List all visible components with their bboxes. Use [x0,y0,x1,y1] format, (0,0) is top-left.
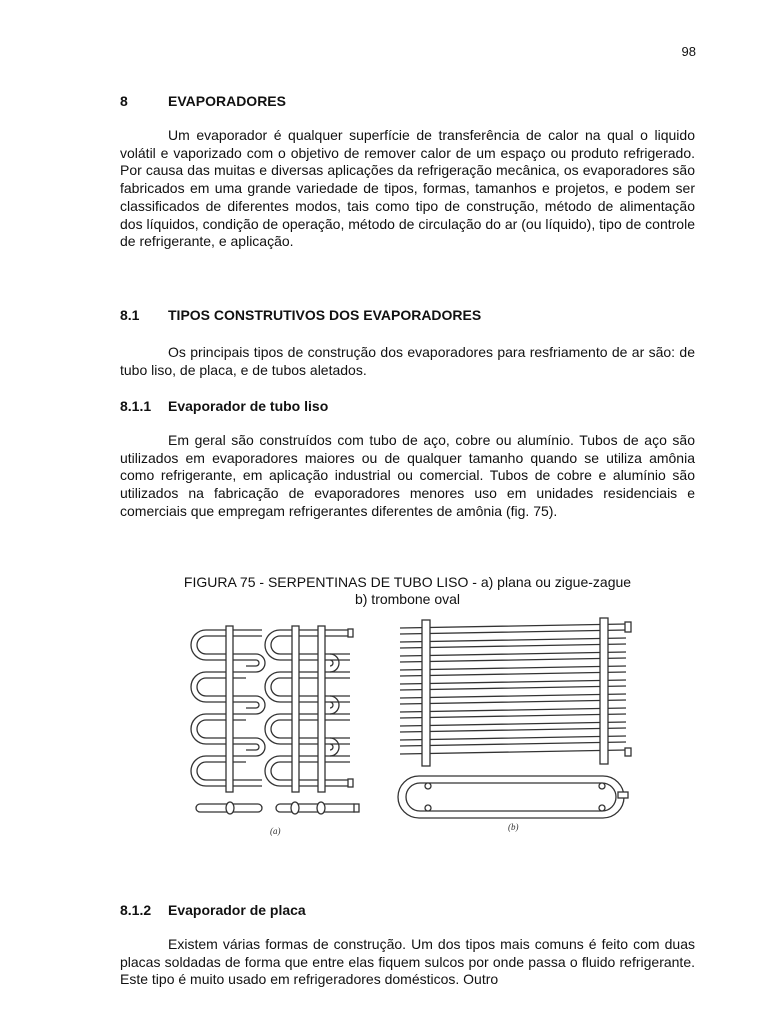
section-8-1-1-paragraph: Em geral são construídos com tubo de aço, cobre ou alumínio. Tubos de aço são utilizados em evaporadores maiores ou de qualquer tamanho quando se utiliza amônia como refrigerante, em aplicação industrial ou comercial. Tubos de cobre e alumínio são utilizados na fabricação de evaporadores menores uso em unidades residenciais e comerciais que empregam refrigerantes diferentes de amônia (fig. 75). [120,432,695,519]
section-number: 8 [120,93,128,109]
section-8-paragraph: Um evaporador é qualquer superfície de transferência de calor na qual o liquido volátil e vaporizado com o objetivo de remover calor de um espaço ou produto refrigerado. Por causa das muitas e diversas aplicações da refrigeração mecânica, os evaporadores são fabricados em uma grande variedade de tipos, formas, tamanhos e projetos, e podem ser classificados de diferentes modos, tais como tipo de construção, método de alimentação dos líquidos, condição de operação, método de circulação do ar (ou líquido), tipo de controle de refrigerante, e aplicação. [120,127,695,250]
section-title: Evaporador de placa [168,902,306,918]
section-8-1-paragraph: Os principais tipos de construção dos evaporadores para resfriamento de ar são: de tubo liso, de placa, e de tubos aletados. [120,344,695,378]
serpentine-coil-right [265,626,353,792]
trombone-edge-view [398,776,628,818]
tube-coils-drawing [170,616,648,848]
label-b: (b) [508,822,519,832]
serpentine-coil-left [191,626,265,792]
section-title: EVAPORADORES [168,93,286,109]
section-title: Evaporador de tubo liso [168,398,329,414]
section-8-1-heading [120,307,481,323]
section-number: 8.1 [120,307,140,323]
figure-75-caption [120,574,695,608]
trombone-coil [400,618,631,766]
page-number: 98 [681,44,696,59]
section-8-1-1-heading [120,398,328,414]
section-number: 8.1.1 [120,398,152,414]
section-8-heading [120,93,286,109]
label-a: (a) [270,826,281,836]
section-8-1-2-paragraph: Existem várias formas de construção. Um dos tipos mais comuns é feito com duas placas soldadas de forma que entre elas fiquem sulcos por onde passa o fluido refrigerante. Este tipo é muito usado em refrigeradores domésticos. Outro [120,936,695,988]
figure-75-illustration [170,616,648,848]
serpentine-edge-views [196,802,359,814]
section-title: TIPOS CONSTRUTIVOS DOS EVAPORADORES [168,307,482,323]
section-8-1-2-heading [120,902,306,918]
caption-line-1: FIGURA 75 - SERPENTINAS DE TUBO LISO - a) plana ou zigue-zague [183,574,632,590]
caption-line-2: b) trombone oval [354,591,461,607]
section-number: 8.1.2 [120,902,152,918]
